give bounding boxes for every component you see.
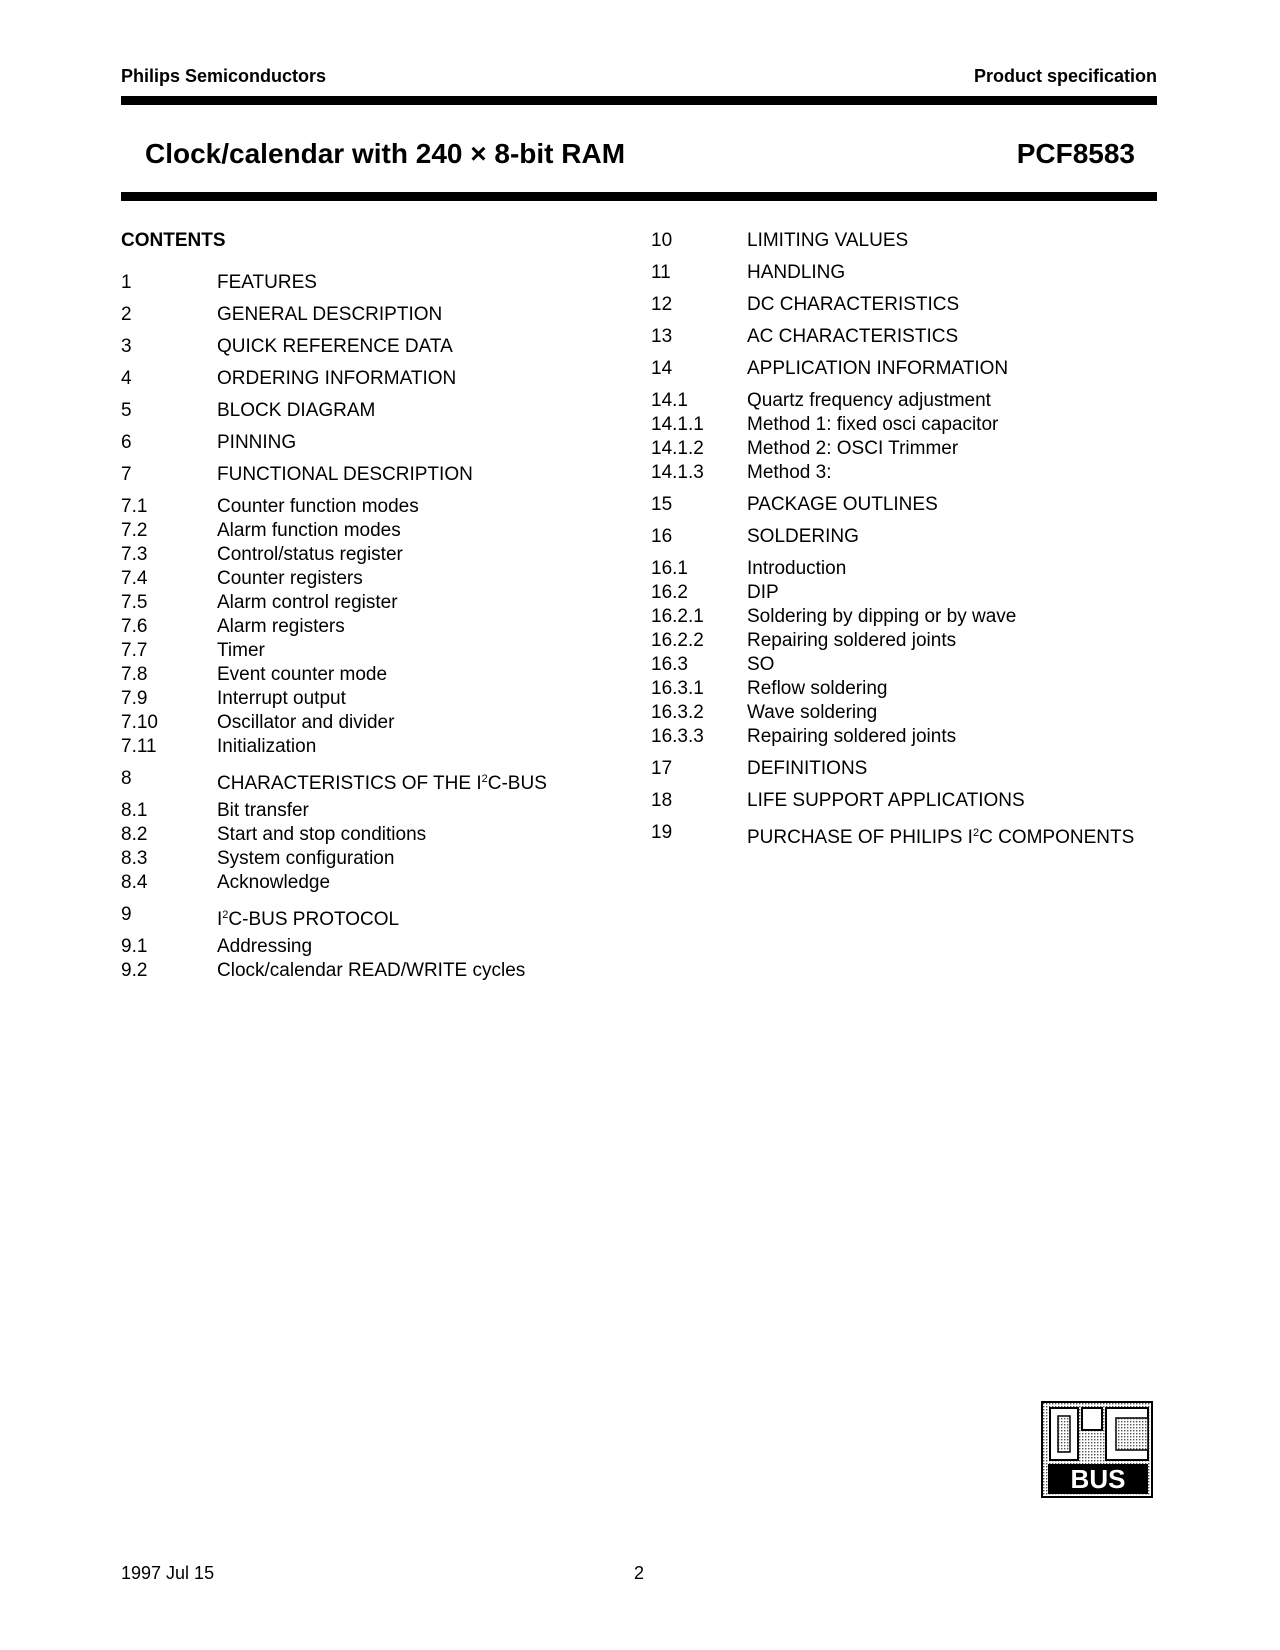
toc-entry-title xyxy=(217,904,399,931)
toc-entry-title: Soldering by dipping or by wave xyxy=(747,606,1017,627)
toc-entry-title: Quartz frequency adjustment xyxy=(747,390,991,411)
toc-entry-title: Event counter mode xyxy=(217,664,388,685)
toc-entry-number: 9 xyxy=(121,904,132,925)
toc-entry-title: PACKAGE OUTLINES xyxy=(747,494,938,515)
toc-entry-title-part: PURCHASE OF PHILIPS I xyxy=(747,827,973,848)
toc-entry-title-superscript: 2 xyxy=(972,827,980,839)
toc-entry-title: System configuration xyxy=(217,848,395,869)
toc-entry-title: PINNING xyxy=(217,432,297,453)
toc-entry-number: 6 xyxy=(121,432,132,453)
toc-entry-title-part: C-BUS xyxy=(487,773,547,794)
toc-entry-title: HANDLING xyxy=(747,262,846,283)
toc-entry-title: Control/status register xyxy=(217,544,403,565)
document-type: Product specification xyxy=(973,66,1157,86)
toc-entry-number: 14 xyxy=(651,358,673,379)
toc-entry-title: LIMITING VALUES xyxy=(747,230,909,251)
contents-heading: CONTENTS xyxy=(121,230,226,251)
toc-entry-number: 8.1 xyxy=(121,800,148,821)
toc-entry-number: 8.3 xyxy=(121,848,148,869)
toc-entry-title: Timer xyxy=(217,640,265,661)
toc-entry-title: LIFE SUPPORT APPLICATIONS xyxy=(747,790,1025,811)
toc-entry-title: Clock/calendar READ/WRITE cycles xyxy=(217,960,526,981)
toc-entry-title: Acknowledge xyxy=(217,872,331,893)
toc-entry-title: Alarm registers xyxy=(217,616,345,637)
toc-entry-number: 7.4 xyxy=(121,568,148,589)
toc-entry-number: 14.1.2 xyxy=(651,438,704,459)
toc-entry-title-part: CHARACTERISTICS OF THE I xyxy=(217,773,482,794)
toc-entry-title: SOLDERING xyxy=(747,526,859,547)
header-rule-bottom xyxy=(121,192,1157,201)
toc-entry-number: 10 xyxy=(651,230,673,251)
footer-date: 1997 Jul 15 xyxy=(121,1563,215,1583)
toc-entry-title: Method 3: xyxy=(747,462,832,483)
toc-entry-title: Oscillator and divider xyxy=(217,712,395,733)
toc-entry-title: Repairing soldered joints xyxy=(747,630,957,651)
toc-entry-title-part: C COMPONENTS xyxy=(979,827,1135,848)
header-rule-top xyxy=(121,96,1157,105)
toc-entry-number: 16.3.1 xyxy=(651,678,704,699)
toc-entry-number: 16.2.2 xyxy=(651,630,704,651)
toc-entry-title: Addressing xyxy=(217,936,313,957)
toc-entry-title: Repairing soldered joints xyxy=(747,726,957,747)
toc-entry-number: 7.11 xyxy=(121,736,157,757)
toc-entry-title: Alarm function modes xyxy=(217,520,401,541)
toc-entry-number: 14.1 xyxy=(651,390,688,411)
toc-entry-title: Initialization xyxy=(217,736,317,757)
toc-entry-number: 2 xyxy=(121,304,132,325)
toc-entry-title: DIP xyxy=(747,582,779,603)
toc-entry-title: Counter function modes xyxy=(217,496,419,517)
toc-entry-number: 8.2 xyxy=(121,824,148,845)
toc-entry-title: Bit transfer xyxy=(217,800,309,821)
toc-entry-title-superscript: 2 xyxy=(222,909,229,921)
toc-entry-number: 7.2 xyxy=(121,520,148,541)
toc-entry-number: 16.2 xyxy=(651,582,688,603)
toc-entry-number: 7.7 xyxy=(121,640,148,661)
toc-entry-title: DEFINITIONS xyxy=(747,758,868,779)
toc-entry-title: FEATURES xyxy=(217,272,317,293)
toc-entry-title: Interrupt output xyxy=(217,688,346,709)
toc-entry-number: 13 xyxy=(651,326,673,347)
toc-entry-number: 14.1.3 xyxy=(651,462,704,483)
document-title: Clock/calendar with 240 × 8-bit RAM xyxy=(145,138,626,169)
toc-entry-number: 5 xyxy=(121,400,132,421)
page-number: 2 xyxy=(634,1563,645,1583)
toc-entry-number: 16 xyxy=(651,526,673,547)
company-name: Philips Semiconductors xyxy=(121,66,327,86)
toc-entry-number: 16.3 xyxy=(651,654,688,675)
toc-entry-number: 7.1 xyxy=(121,496,148,517)
toc-entry-title-part: C-BUS PROTOCOL xyxy=(228,909,400,930)
toc-entry-number: 7.5 xyxy=(121,592,148,613)
toc-entry-number: 1 xyxy=(121,272,132,293)
toc-entry-number: 18 xyxy=(651,790,673,811)
toc-entry-title-part: I xyxy=(217,909,223,930)
toc-entry-number: 7.3 xyxy=(121,544,148,565)
toc-entry-title: Counter registers xyxy=(217,568,363,589)
toc-entry-number: 12 xyxy=(651,294,673,315)
toc-entry-number: 7.8 xyxy=(121,664,148,685)
toc-entry-number: 19 xyxy=(651,822,673,843)
toc-entry-title: Reflow soldering xyxy=(747,678,888,699)
toc-entry-number: 16.3.2 xyxy=(651,702,704,723)
toc-entry-number: 7.9 xyxy=(121,688,148,709)
toc-entry-number: 8 xyxy=(121,768,132,789)
toc-entry-title: DC CHARACTERISTICS xyxy=(747,294,960,315)
toc-entry-number: 9.2 xyxy=(121,960,148,981)
toc-entry-title: Alarm control register xyxy=(217,592,398,613)
toc-entry-title: APPLICATION INFORMATION xyxy=(747,358,1009,379)
toc-entry-number: 7.6 xyxy=(121,616,148,637)
toc-entry-title: Method 2: OSCI Trimmer xyxy=(747,438,959,459)
toc-entry-number: 11 xyxy=(651,262,671,283)
toc-entry-title: QUICK REFERENCE DATA xyxy=(217,336,453,357)
toc-entry-number: 3 xyxy=(121,336,132,357)
toc-entry-title: ORDERING INFORMATION xyxy=(217,368,457,389)
toc-entry-title: FUNCTIONAL DESCRIPTION xyxy=(217,464,473,485)
toc-entry-title: SO xyxy=(747,654,775,675)
toc-entry-number: 7 xyxy=(121,464,132,485)
toc-entry-number: 4 xyxy=(121,368,132,389)
toc-entry-number: 16.3.3 xyxy=(651,726,704,747)
toc-entry-title: AC CHARACTERISTICS xyxy=(747,326,959,347)
toc-entry-number: 7.10 xyxy=(121,712,158,733)
toc-entry-title xyxy=(747,822,1134,849)
toc-entry-number: 8.4 xyxy=(121,872,148,893)
toc-entry-number: 14.1.1 xyxy=(651,414,704,435)
toc-entry-title: Start and stop conditions xyxy=(217,824,427,845)
toc-entry-title: Introduction xyxy=(747,558,847,579)
toc-entry-title: Wave soldering xyxy=(747,702,878,723)
logo-text: BUS xyxy=(1070,1464,1126,1494)
toc-entry-number: 17 xyxy=(651,758,673,779)
toc-entry-number: 16.1 xyxy=(651,558,688,579)
toc-entry-number: 16.2.1 xyxy=(651,606,704,627)
toc-entry-title-superscript: 2 xyxy=(481,773,488,785)
i2c-bus-logo-icon xyxy=(1040,1400,1155,1500)
toc-entry-title: GENERAL DESCRIPTION xyxy=(217,304,443,325)
part-number: PCF8583 xyxy=(1016,138,1135,169)
toc-entry-title: Method 1: fixed osci capacitor xyxy=(747,414,999,435)
toc-entry-title xyxy=(217,768,547,795)
toc-entry-number: 15 xyxy=(651,494,673,515)
toc-entry-title: BLOCK DIAGRAM xyxy=(217,400,376,421)
toc-entry-number: 9.1 xyxy=(121,936,148,957)
